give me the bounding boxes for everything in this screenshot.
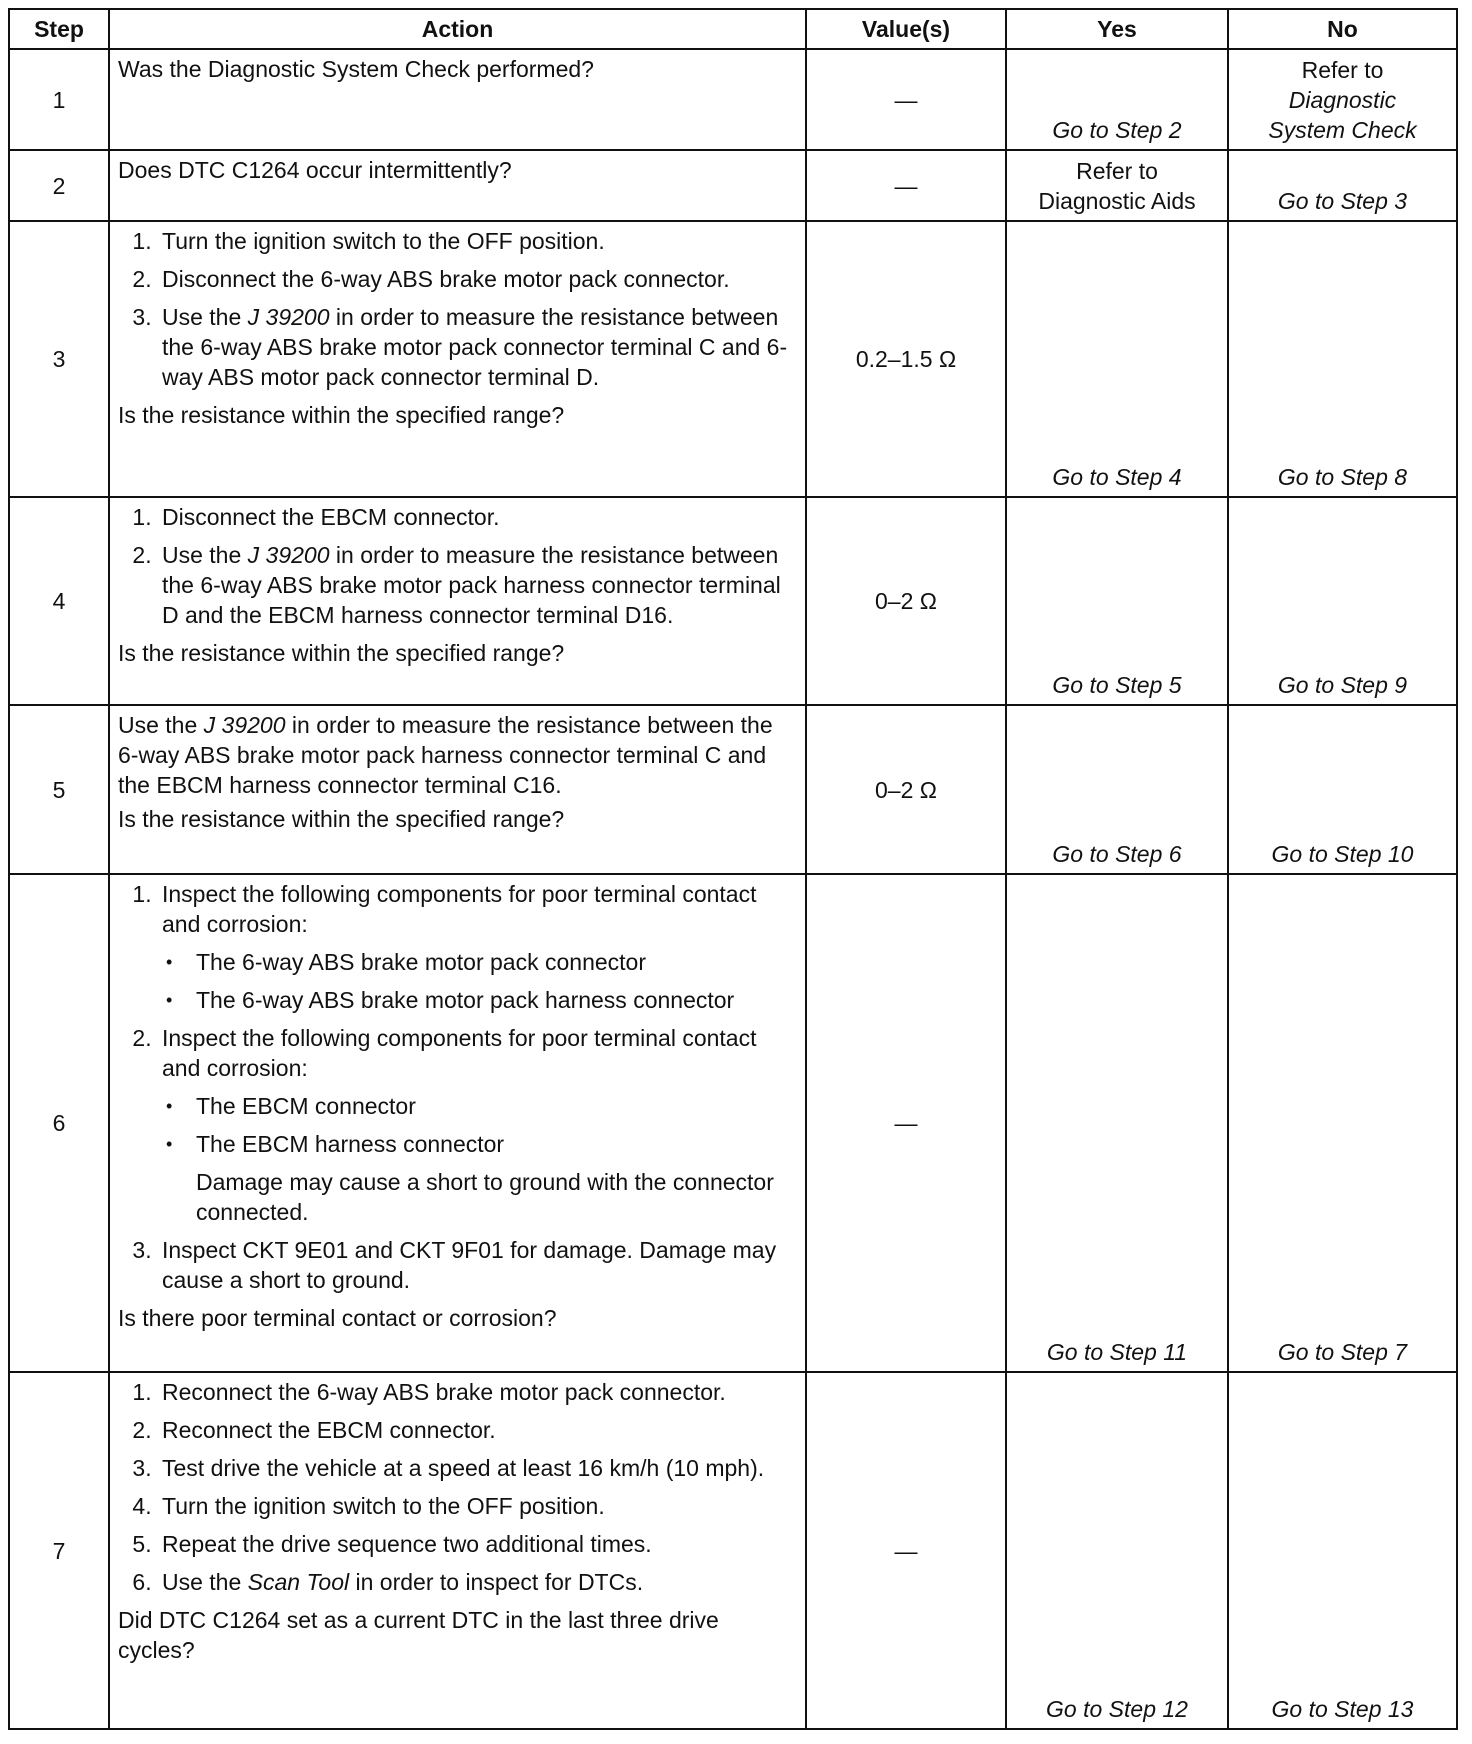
question-text: Is the resistance within the specified range? bbox=[118, 640, 565, 666]
yes-cell bbox=[1006, 150, 1228, 221]
action-cell bbox=[109, 150, 806, 221]
bullet-item: • The 6-way ABS brake motor pack connector bbox=[192, 947, 797, 977]
yes-goto-link[interactable]: Go to Step 6 bbox=[1052, 841, 1182, 867]
action-cell bbox=[109, 497, 806, 705]
question-text: Does DTC C1264 occur intermittently? bbox=[118, 157, 512, 183]
action-list bbox=[118, 879, 797, 1295]
no-goto-link[interactable]: Go to Step 7 bbox=[1277, 1339, 1408, 1365]
action-item: 1. Reconnect the 6-way ABS brake motor pack connector. bbox=[158, 1377, 797, 1407]
question-text: Was the Diagnostic System Check performed? bbox=[118, 56, 594, 82]
action-item: 2. Inspect the following components for poor terminal contact and corrosion: • The EBCM connector • The EBCM harness connector Damage may cause a short to ground with the connector connected. bbox=[158, 1023, 797, 1227]
tool-name: J 39200 bbox=[247, 542, 330, 568]
header-yes: Yes bbox=[1006, 9, 1228, 49]
action-item: 6. Use the Scan Tool in order to inspect for DTCs. bbox=[158, 1567, 797, 1597]
no-goto-link[interactable]: Go to Step 8 bbox=[1277, 464, 1408, 490]
bullet-item: • The 6-way ABS brake motor pack harness connector bbox=[192, 985, 797, 1015]
action-item: 2. Disconnect the 6-way ABS brake motor pack connector. bbox=[158, 264, 797, 294]
yes-goto-link[interactable]: Go to Step 4 bbox=[1052, 464, 1182, 490]
no-cell bbox=[1228, 497, 1457, 705]
no-goto-link[interactable]: Go to Step 3 bbox=[1277, 188, 1408, 214]
no-cell bbox=[1228, 221, 1457, 497]
action-cell bbox=[109, 705, 806, 874]
bullet-list bbox=[162, 947, 797, 1015]
table-row-step-6 bbox=[9, 874, 1457, 1372]
table-row-step-7 bbox=[9, 1372, 1457, 1729]
table-row-step-1 bbox=[9, 49, 1457, 150]
yes-cell bbox=[1006, 874, 1228, 1372]
value-cell: — bbox=[806, 1372, 1006, 1729]
action-list bbox=[118, 226, 797, 392]
no-cell bbox=[1228, 874, 1457, 1372]
refer-line: Refer to bbox=[1076, 158, 1158, 184]
action-list bbox=[118, 502, 797, 630]
tool-name: J 39200 bbox=[247, 304, 330, 330]
yes-cell bbox=[1006, 1372, 1228, 1729]
header-no: No bbox=[1228, 9, 1457, 49]
bullet-item: • The EBCM connector bbox=[192, 1091, 797, 1121]
no-refer-link[interactable] bbox=[1229, 55, 1456, 145]
action-item: 3. Inspect CKT 9E01 and CKT 9F01 for damage. Damage may cause a short to ground. bbox=[158, 1235, 797, 1295]
yes-goto-link[interactable]: Go to Step 2 bbox=[1052, 117, 1182, 143]
step-number: 3 bbox=[9, 221, 109, 497]
bullet-list bbox=[162, 1091, 797, 1227]
tool-name: Scan Tool bbox=[247, 1569, 350, 1595]
action-item: 3. Test drive the vehicle at a speed at least 16 km/h (10 mph). bbox=[158, 1453, 797, 1483]
value-cell: 0–2 Ω bbox=[806, 497, 1006, 705]
yes-cell bbox=[1006, 49, 1228, 150]
yes-refer-link[interactable] bbox=[1007, 156, 1227, 216]
value-cell: — bbox=[806, 874, 1006, 1372]
question-text: Did DTC C1264 set as a current DTC in the last three drive cycles? bbox=[118, 1607, 719, 1663]
no-goto-link[interactable]: Go to Step 10 bbox=[1271, 841, 1414, 867]
action-paragraph: Use the J 39200 in order to measure the resistance between the 6-way ABS brake motor pack harness connector terminal C and the EBCM harness connector terminal C16. bbox=[118, 712, 773, 798]
yes-cell bbox=[1006, 705, 1228, 874]
action-item: 2. Use the J 39200 in order to measure the resistance between the 6-way ABS brake motor pack harness connector terminal D and the EBCM harness connector terminal D16. bbox=[158, 540, 797, 630]
diagnostic-table bbox=[8, 8, 1458, 1730]
action-list bbox=[118, 1377, 797, 1597]
no-cell bbox=[1228, 150, 1457, 221]
table-row-step-5 bbox=[9, 705, 1457, 874]
header-values: Value(s) bbox=[806, 9, 1006, 49]
action-item: 4. Turn the ignition switch to the OFF position. bbox=[158, 1491, 797, 1521]
table-row-step-3 bbox=[9, 221, 1457, 497]
refer-line: Refer to bbox=[1301, 57, 1384, 83]
value-cell: — bbox=[806, 49, 1006, 150]
header-row bbox=[9, 9, 1457, 49]
refer-line: System Check bbox=[1268, 117, 1417, 143]
action-item: 2. Reconnect the EBCM connector. bbox=[158, 1415, 797, 1445]
action-cell bbox=[109, 874, 806, 1372]
header-step: Step bbox=[9, 9, 109, 49]
step-number: 2 bbox=[9, 150, 109, 221]
action-cell bbox=[109, 221, 806, 497]
value-cell: — bbox=[806, 150, 1006, 221]
value-cell: 0.2–1.5 Ω bbox=[806, 221, 1006, 497]
yes-goto-link[interactable]: Go to Step 5 bbox=[1052, 672, 1182, 698]
diagnostic-table-container bbox=[8, 8, 1458, 1730]
yes-cell bbox=[1006, 221, 1228, 497]
no-cell bbox=[1228, 1372, 1457, 1729]
step-number: 6 bbox=[9, 874, 109, 1372]
no-goto-link[interactable]: Go to Step 9 bbox=[1277, 672, 1408, 698]
tool-name: J 39200 bbox=[203, 712, 286, 738]
question-text: Is the resistance within the specified range? bbox=[118, 806, 565, 832]
no-cell bbox=[1228, 705, 1457, 874]
yes-goto-link[interactable]: Go to Step 11 bbox=[1046, 1339, 1188, 1365]
action-item: 5. Repeat the drive sequence two additional times. bbox=[158, 1529, 797, 1559]
action-item: 1. Inspect the following components for poor terminal contact and corrosion: • The 6-way ABS brake motor pack connector • The 6-way ABS brake motor pack harness connector bbox=[158, 879, 797, 1015]
no-goto-link[interactable]: Go to Step 13 bbox=[1271, 1696, 1414, 1722]
yes-goto-link[interactable]: Go to Step 12 bbox=[1046, 1696, 1188, 1722]
refer-line: Diagnostic bbox=[1288, 87, 1397, 113]
step-number: 5 bbox=[9, 705, 109, 874]
step-number: 7 bbox=[9, 1372, 109, 1729]
question-text: Is there poor terminal contact or corrosion? bbox=[118, 1305, 557, 1331]
no-cell bbox=[1228, 49, 1457, 150]
table-row-step-4 bbox=[9, 497, 1457, 705]
question-text: Is the resistance within the specified range? bbox=[118, 402, 565, 428]
refer-line: Diagnostic Aids bbox=[1038, 188, 1196, 214]
damage-note: Damage may cause a short to ground with the connector connected. bbox=[196, 1169, 774, 1225]
bullet-item: • The EBCM harness connector Damage may cause a short to ground with the connector connected. bbox=[192, 1129, 797, 1227]
action-item: 1. Turn the ignition switch to the OFF position. bbox=[158, 226, 797, 256]
step-number: 1 bbox=[9, 49, 109, 150]
yes-cell bbox=[1006, 497, 1228, 705]
action-item: 1. Disconnect the EBCM connector. bbox=[158, 502, 797, 532]
header-action: Action bbox=[109, 9, 806, 49]
action-item: 3. Use the J 39200 in order to measure the resistance between the 6-way ABS brake motor pack connector terminal C and 6-way ABS motor pack connector terminal D. bbox=[158, 302, 797, 392]
action-cell bbox=[109, 49, 806, 150]
table-row-step-2 bbox=[9, 150, 1457, 221]
value-cell: 0–2 Ω bbox=[806, 705, 1006, 874]
action-cell bbox=[109, 1372, 806, 1729]
step-number: 4 bbox=[9, 497, 109, 705]
